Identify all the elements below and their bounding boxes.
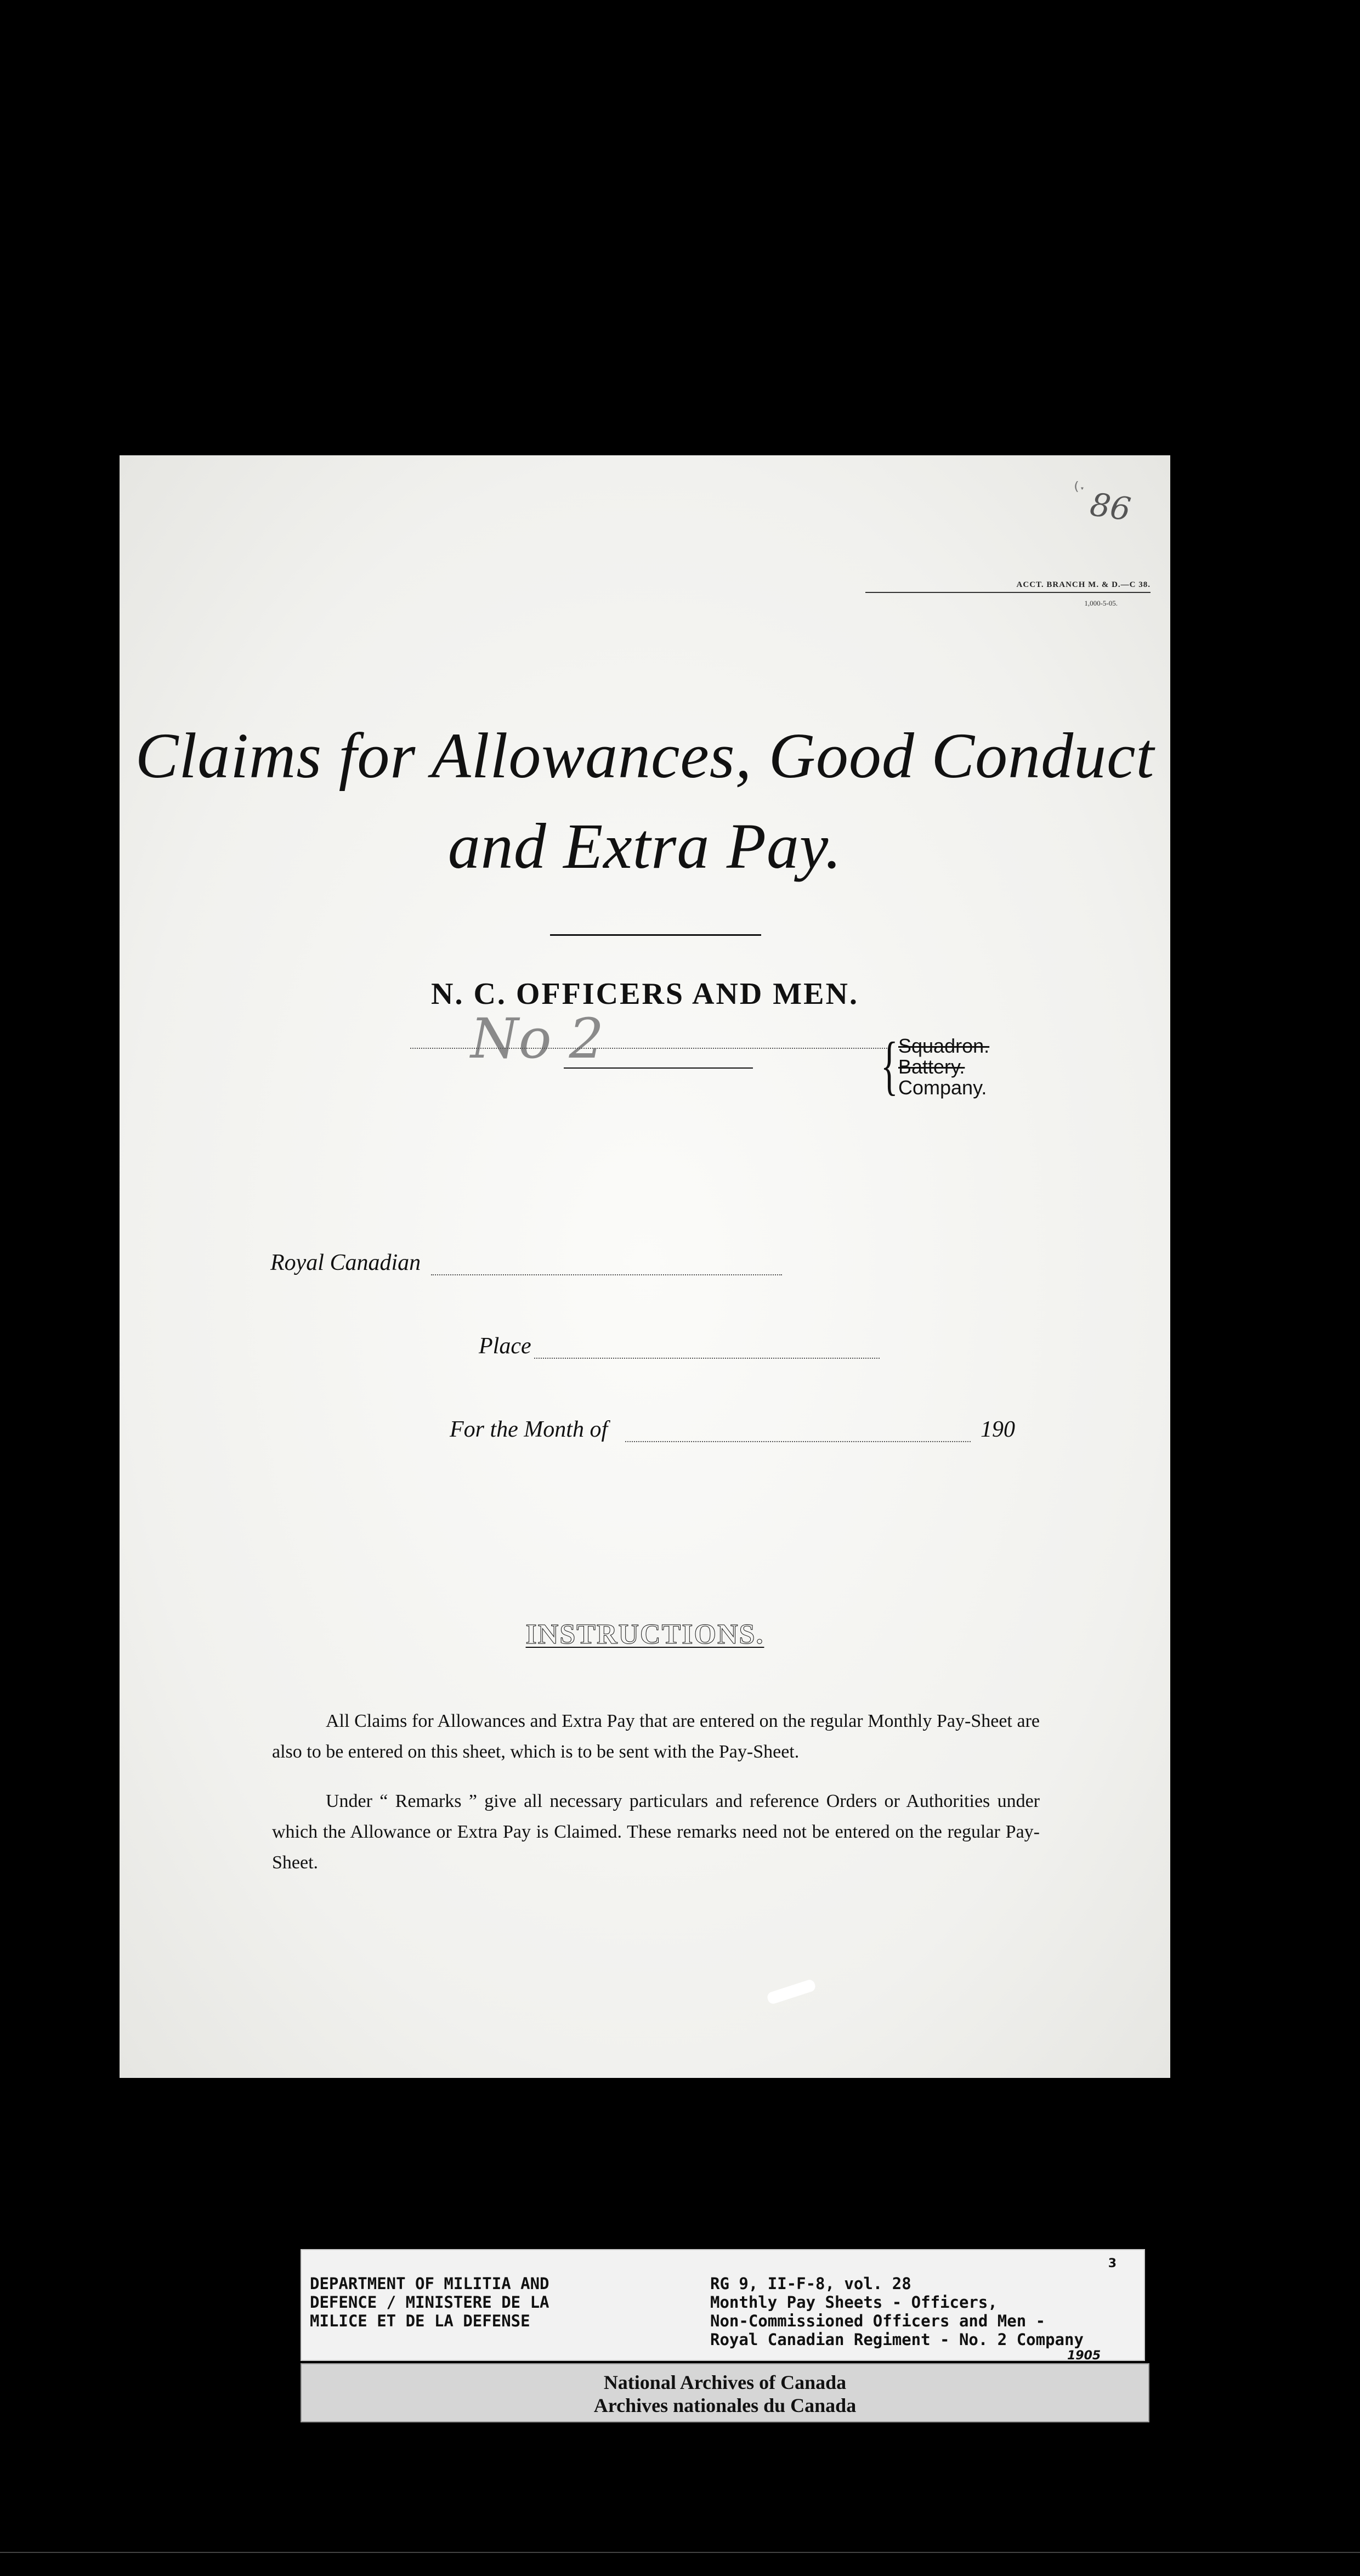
unit-options (898, 1036, 989, 1098)
department-line-1: DEPARTMENT OF MILITIA AND (310, 2274, 549, 2293)
unit-option-battery: Battery. (898, 1055, 965, 1078)
archives-banner (301, 2363, 1149, 2422)
bottom-rule (0, 2552, 1360, 2553)
archive-reference-label (301, 2249, 1145, 2361)
corner-mark: 3 (1108, 2257, 1117, 2270)
instructions-paragraph-2: Under “ Remarks ” give all necessary particulars and reference Orders or Authorities under which the Allowance or Extra Pay is Claimed. These remarks need not be entered on the regular Pay-Sheet. (272, 1791, 1040, 1873)
reference-line-3: Non-Commissioned Officers and Men - (710, 2312, 1046, 2330)
reference-line-4: Royal Canadian Regiment - No. 2 Company (710, 2330, 1084, 2349)
instructions-paragraph-1: All Claims for Allowances and Extra Pay that are entered on the regular Monthly Pay-Sheet are also to be entered on this sheet, which is to be sent with the Pay-Sheet. (272, 1711, 1040, 1762)
pencil-mark: ⁽ˑ (1074, 478, 1085, 502)
print-run: 1,000-5-05. (1084, 599, 1118, 607)
place-field[interactable] (534, 1358, 880, 1359)
form-sheet (120, 455, 1170, 2078)
department-block (310, 2274, 661, 2330)
company-field-line[interactable] (410, 1048, 887, 1049)
year-note: 1905 (1067, 2349, 1101, 2363)
reference-line-1: RG 9, II-F-8, vol. 28 (710, 2274, 911, 2293)
reference-block (710, 2274, 1149, 2349)
paper-blemish (766, 1979, 817, 2006)
royal-canadian-label: Royal Canadian (270, 1250, 421, 1275)
archives-name-fr: Archives nationales du Canada (593, 2394, 857, 2416)
unit-option-squadron: Squadron. (898, 1035, 990, 1057)
brace: { (881, 1029, 898, 1101)
year-prefix: 190 (981, 1417, 1015, 1442)
department-line-3: MILICE ET DE LA DEFENSE (310, 2312, 530, 2330)
form-title-line2: and Extra Pay. (447, 810, 842, 882)
royal-canadian-field[interactable] (431, 1274, 782, 1275)
month-label: For the Month of (450, 1417, 608, 1442)
department-line-2: DEFENCE / MINISTERE DE LA (310, 2293, 549, 2312)
unit-option-company: Company. (898, 1076, 987, 1099)
form-code: ACCT. BRANCH M. & D.—C 38. (865, 580, 1151, 593)
month-field[interactable] (625, 1441, 971, 1442)
folio-number: 86 (1087, 485, 1134, 528)
instructions-heading: INSTRUCTIONS. (525, 1619, 764, 1650)
title-divider (550, 934, 761, 936)
archives-name-en: National Archives of Canada (603, 2371, 847, 2393)
form-title-line1: Claims for Allowances, Good Conduct (135, 720, 1155, 792)
place-label: Place (479, 1334, 531, 1359)
form-subtitle: N. C. OFFICERS AND MEN. (431, 977, 859, 1011)
company-number-handwritten: No 2 (471, 1007, 604, 1071)
reference-line-2: Monthly Pay Sheets - Officers, (710, 2293, 998, 2312)
